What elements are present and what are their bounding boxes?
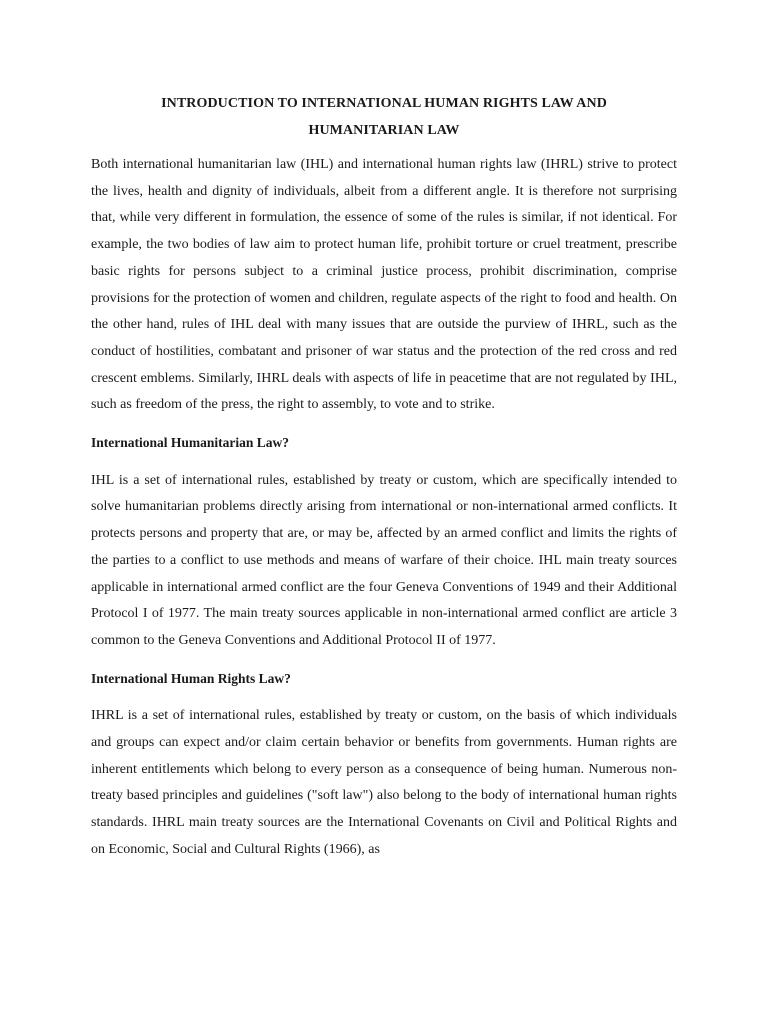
title-line-2: HUMANITARIAN LAW	[308, 123, 460, 138]
document-title	[91, 90, 677, 144]
section-heading-ihl: International Humanitarian Law?	[91, 435, 290, 451]
document-page	[91, 90, 677, 875]
section-body-ihl: IHL is a set of international rules, established by treaty or custom, which are specifically intended to solve humanitarian problems directly arising from international or non-international armed conflicts. It protects persons and property that are, or may be, affected by an armed conflict and limits the rights of the parties to a conflict to use methods and means of warfare of their choice. IHL main treaty sources applicable in international armed conflict are the four Geneva Conventions of 1949 and their Additional Protocol I of 1977. The main treaty sources applicable in non-international armed conflict are article 3 common to the Geneva Conventions and Additional Protocol II of 1977.	[91, 472, 677, 648]
intro-paragraph: Both international humanitarian law (IHL) and international human rights law (IHRL) strive to protect the lives, health and dignity of individuals, albeit from a different angle. It is therefore not surprising that, while very different in formulation, the essence of some of the rules is similar, if not identical. For example, the two bodies of law aim to protect human life, prohibit torture or cruel treatment, prescribe basic rights for persons subject to a criminal justice process, prohibit discrimination, comprise provisions for the protection of women and children, regulate aspects of the right to food and health. On the other hand, rules of IHL deal with many issues that are outside the purview of IHRL, such as the conduct of hostilities, combatant and prisoner of war status and the protection of the red cross and red crescent emblems. Similarly, IHRL deals with aspects of life in peacetime that are not regulated by IHL, such as freedom of the press, the right to assembly, to vote and to strike.	[91, 157, 677, 413]
title-line-1: INTRODUCTION TO INTERNATIONAL HUMAN RIGHTS LAW AND	[161, 96, 607, 111]
section-body-ihrl: IHRL is a set of international rules, established by treaty or custom, on the basis of which individuals and groups can expect and/or claim certain behavior or benefits from governments. Human rights are inherent entitlements which belong to every person as a consequence of being human. Numerous non-treaty based principles and guidelines ("soft law") also belong to the body of international human rights standards. IHRL main treaty sources are the International Covenants on Civil and Political Rights and on Economic, Social and Cultural Rights (1966), as	[91, 708, 677, 857]
section-heading-ihrl: International Human Rights Law?	[91, 670, 291, 686]
